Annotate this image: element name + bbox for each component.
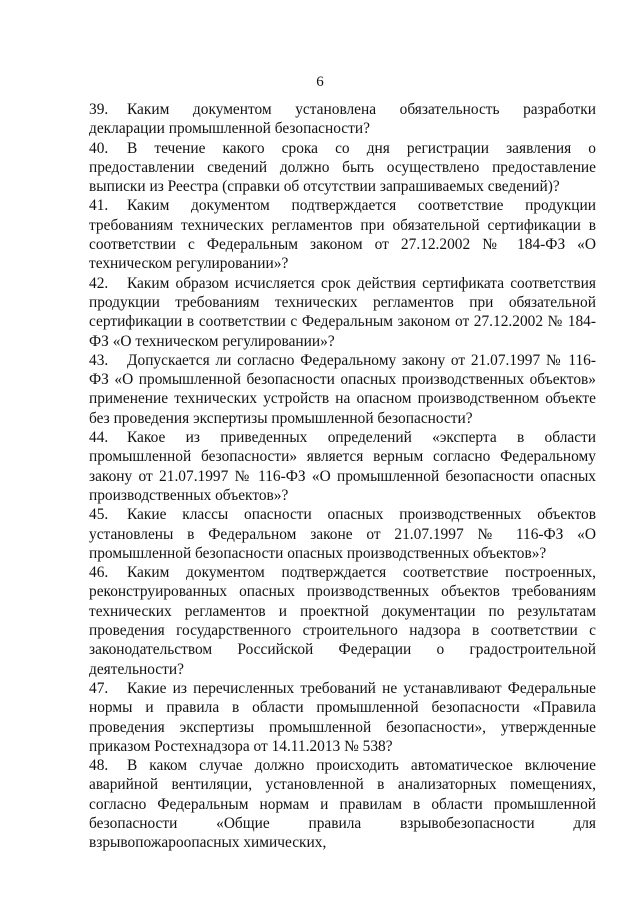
question-46 bbox=[89, 563, 596, 679]
question-47 bbox=[89, 679, 596, 756]
question-text: Какое из приведенных определений «эксперта в области промышленной безопасности» является верным согласно Федеральному закону от 21.07.1997 № 116-ФЗ «О промышленной безопасности опасных производственных объектов»? bbox=[89, 429, 596, 504]
question-48 bbox=[89, 756, 596, 852]
question-number: 45. bbox=[89, 506, 109, 524]
question-text: В течение какого срока со дня регистрации заявления о предоставлении сведений должно быть осуществлено предоставление выписки из Реестра (справки об отсутствии запрашиваемых сведений)? bbox=[89, 139, 596, 196]
question-text: Каким документом установлена обязательность разработки декларации промышленной безопасности? bbox=[89, 101, 596, 138]
question-number: 48. bbox=[89, 757, 109, 775]
question-number: 41. bbox=[89, 197, 109, 215]
question-number: 47. bbox=[89, 679, 109, 697]
question-text: В каком случае должно происходить автоматическое включение аварийной вентиляции, установленной в анализаторных помещениях, согласно Федеральным нормам и правилам в области промышленной безопасности «Общие правила взрывобезопасности для взрывопожароопасных химических, bbox=[89, 757, 596, 852]
question-text: Каким образом исчисляется срок действия сертификата соответствия продукции требованиям технических регламентов при обязательной сертификации в соответствии с Федеральным законом от 27.12.2002 № 184-ФЗ «О техническом регулировании»? bbox=[89, 274, 596, 350]
question-44 bbox=[89, 428, 596, 505]
question-number: 42. bbox=[89, 274, 109, 292]
question-number: 46. bbox=[89, 564, 109, 582]
question-number: 39. bbox=[89, 101, 109, 118]
question-43 bbox=[89, 351, 596, 428]
question-45 bbox=[89, 505, 596, 563]
question-text: Какие из перечисленных требований не устанавливают Федеральные нормы и правила в области промышленной безопасности «Правила проведения экспертизы промышленной безопасности», утвержденные приказом Ростехнадзора от 14.11.2013 № 538? bbox=[89, 679, 596, 755]
question-number: 40. bbox=[89, 139, 109, 157]
question-42 bbox=[89, 274, 596, 351]
question-40 bbox=[89, 139, 596, 197]
question-text: Каким документом подтверждается соответствие продукции требованиям технических регламентов при обязательной сертификации в соответствии с Федеральным законом от 27.12.2002 № 184-ФЗ «О техническом регулировании»? bbox=[89, 197, 596, 273]
questions-list bbox=[89, 100, 596, 853]
question-text: Какие классы опасности опасных производственных объектов установлены в Федеральном законе от 21.07.1997 № 116-ФЗ «О промышленной безопасности опасных производственных объектов»? bbox=[89, 506, 596, 562]
question-39 bbox=[89, 100, 596, 139]
question-number: 43. bbox=[89, 351, 109, 369]
question-text: Допускается ли согласно Федеральному закону от 21.07.1997 № 116-ФЗ «О промышленной безопасности опасных производственных объектов» применение технических устройств на опасном производственном объекте без проведения экспертизы промышленной безопасности? bbox=[89, 351, 596, 427]
question-41 bbox=[89, 196, 596, 273]
page-number: 6 bbox=[316, 74, 324, 90]
question-number: 44. bbox=[89, 429, 109, 447]
question-text: Каким документом подтверждается соответствие построенных, реконструированных опасных производственных объектов требованиям технических регламентов и проектной документации по результатам проведения государственного строительного надзора в соответствии с законодательством Российской Федерации о градостроительной деятельности? bbox=[89, 564, 596, 678]
